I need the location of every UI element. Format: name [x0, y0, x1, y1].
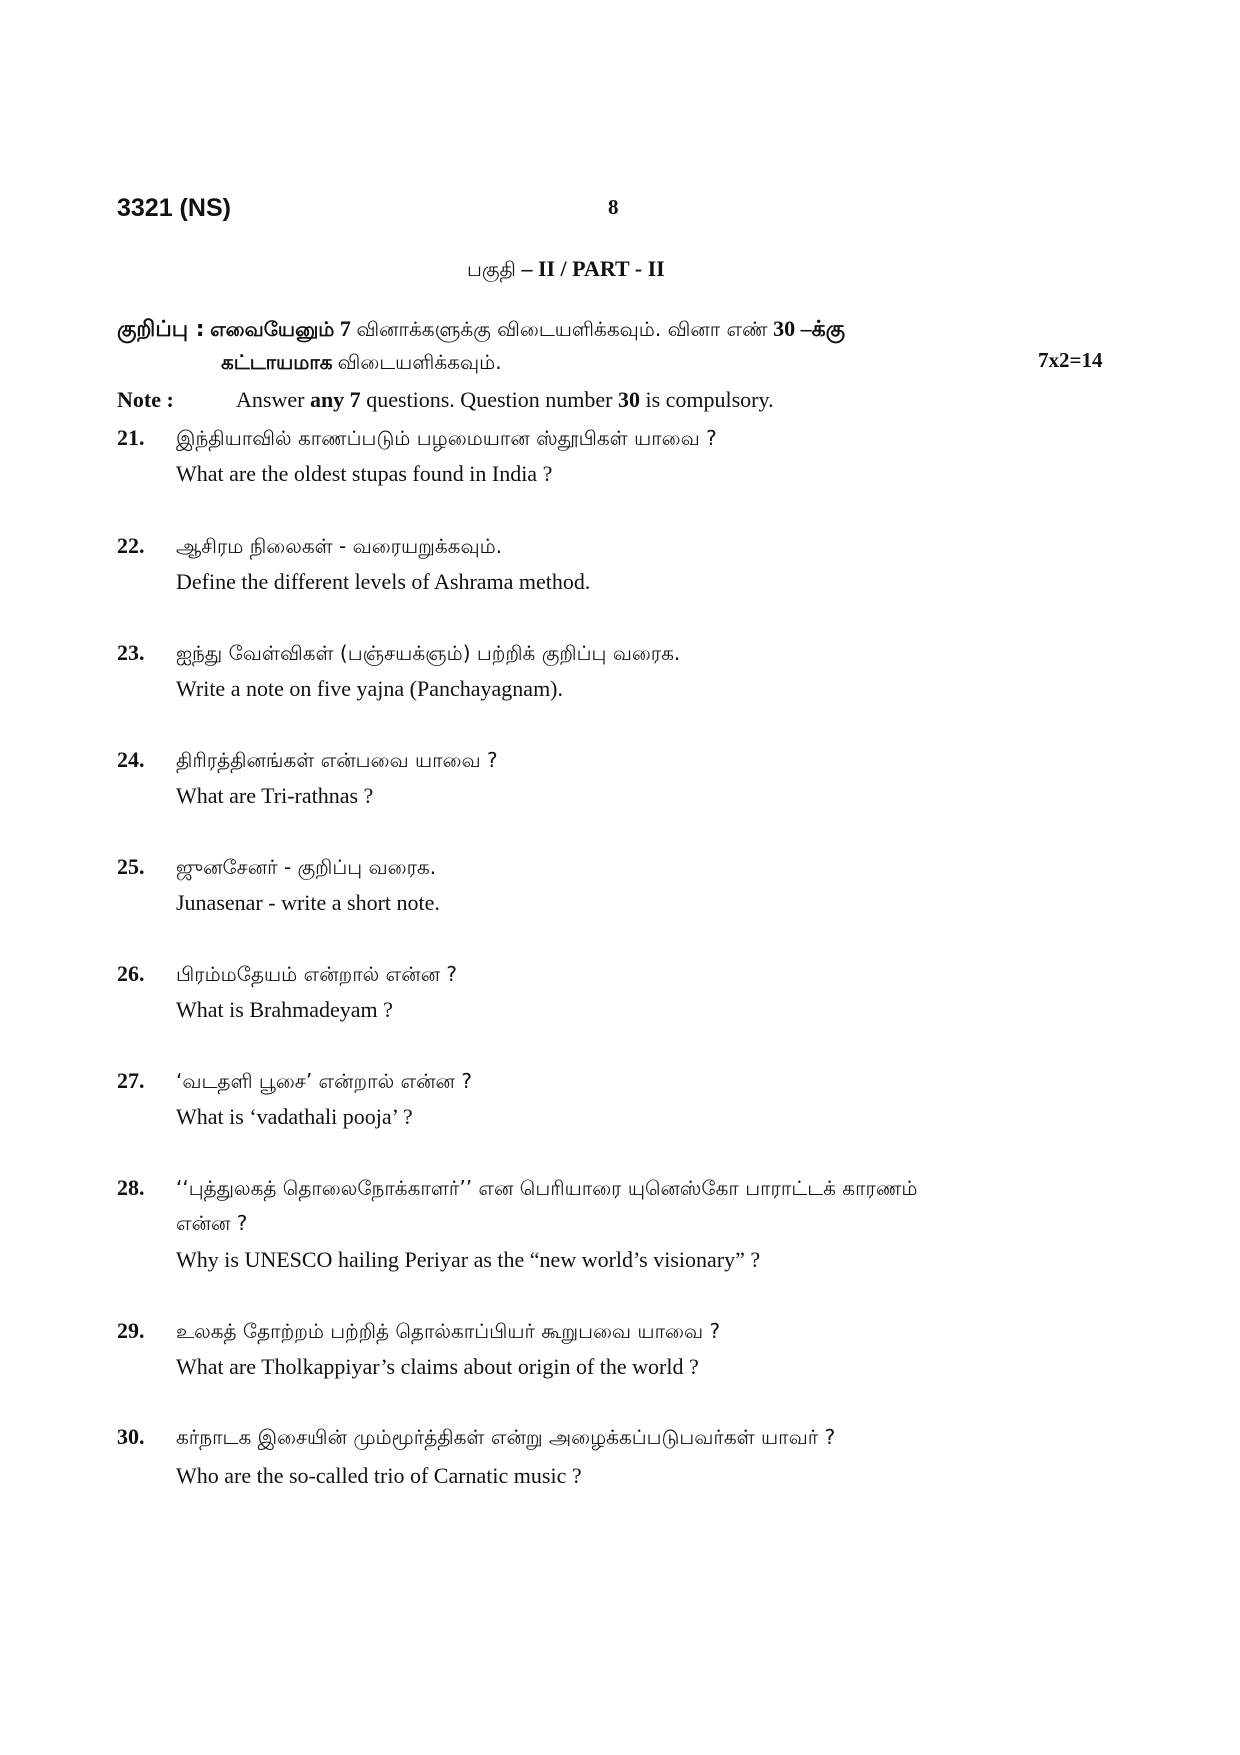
note-tamil-line2 — [221, 350, 502, 377]
question-english: Junasenar - write a short note. — [176, 890, 440, 915]
note-english-text-5: is compulsory. — [645, 387, 774, 412]
note-tamil-bold-any: எவையேனும் — [210, 317, 335, 341]
question-tamil: உலகத் தோற்றம் பற்றித் தொல்காப்பியர் கூறுபவை யாவை ? — [176, 1319, 721, 1343]
question-tamil: திரிரத்தினங்கள் என்பவை யாவை ? — [176, 748, 498, 772]
question-english: What is Brahmadeyam ? — [176, 997, 393, 1022]
question-number: 25. — [117, 854, 145, 879]
question-english: What are Tholkappiyar’s claims about origin of the world ? — [176, 1354, 699, 1379]
question-tamil: ஜுனசேனர் - குறிப்பு வரைக. — [176, 855, 437, 879]
note-english — [117, 387, 774, 413]
question-number: 24. — [117, 747, 145, 772]
question-tamil: கர்நாடக இசையின் மும்மூர்த்திகள் என்று அழைக்கப்படுபவர்கள் யாவர் ? — [176, 1425, 836, 1449]
question-tamil: ‘‘புத்துலகத் தொலைநோக்காளர்’’ என பெரியாரை யுனெஸ்கோ பாராட்டக் காரணம் — [176, 1176, 918, 1200]
question-number: 26. — [117, 961, 145, 986]
note-tamil-compulsory-word: கட்டாயமாக — [221, 350, 333, 374]
note-tamil-count: 7 — [339, 316, 351, 341]
question-english: Write a note on five yajna (Panchayagnam). — [176, 676, 564, 701]
note-tamil-label: குறிப்பு : — [117, 317, 205, 342]
note-english-text-3: questions. Question number — [366, 387, 613, 412]
page-number: 8 — [608, 195, 619, 219]
question-english: What are the oldest stupas found in India ? — [176, 461, 553, 486]
question-english: Define the different levels of Ashrama method. — [176, 569, 591, 594]
note-english-text-1: Answer — [236, 387, 305, 412]
question-number: 29. — [117, 1318, 145, 1343]
question-number: 21. — [117, 425, 145, 450]
question-tamil: ஆசிரம நிலைகள் - வரையறுக்கவும். — [176, 534, 503, 558]
question-number: 28. — [117, 1175, 145, 1200]
question-tamil: இந்தியாவில் காணப்படும் பழமையான ஸ்தூபிகள் யாவை ? — [176, 426, 717, 450]
note-tamil-answer-word: விடையளிக்கவும். — [337, 350, 502, 374]
part-heading — [467, 256, 665, 284]
question-english: What are Tri-rathnas ? — [176, 783, 374, 808]
question-english: What is ‘vadathali pooja’ ? — [176, 1104, 413, 1129]
note-tamil-text: வினாக்களுக்கு விடையளிக்கவும். வினா எண் — [356, 317, 768, 341]
question-number: 23. — [117, 640, 145, 665]
note-tamil — [117, 316, 845, 345]
question-english: Who are the so-called trio of Carnatic music ? — [176, 1463, 582, 1488]
question-number: 30. — [117, 1424, 145, 1449]
question-tamil-continued: என்ன ? — [176, 1211, 248, 1235]
note-tamil-compulsory-number: 30 –க்கு — [773, 316, 846, 341]
question-number: 27. — [117, 1068, 145, 1093]
part-heading-english: – II / PART - II — [521, 256, 665, 281]
part-heading-tamil: பகுதி — [467, 257, 516, 281]
question-tamil: பிரம்மதேயம் என்றால் என்ன ? — [176, 962, 457, 986]
question-number: 22. — [117, 533, 145, 558]
marks-allocation: 7x2=14 — [1038, 348, 1103, 372]
question-tamil: ‘வடதளி பூசை’ என்றால் என்ன ? — [176, 1069, 472, 1093]
question-english: Why is UNESCO hailing Periyar as the “new world’s visionary” ? — [176, 1247, 761, 1272]
paper-code: 3321 (NS) — [117, 194, 231, 222]
question-tamil: ஐந்து வேள்விகள் (பஞ்சயக்ஞம்) பற்றிக் குறிப்பு வரைக. — [176, 641, 681, 665]
note-english-label: Note : — [117, 387, 174, 412]
note-english-any: any 7 — [309, 387, 361, 412]
note-english-compulsory-number: 30 — [617, 387, 640, 412]
